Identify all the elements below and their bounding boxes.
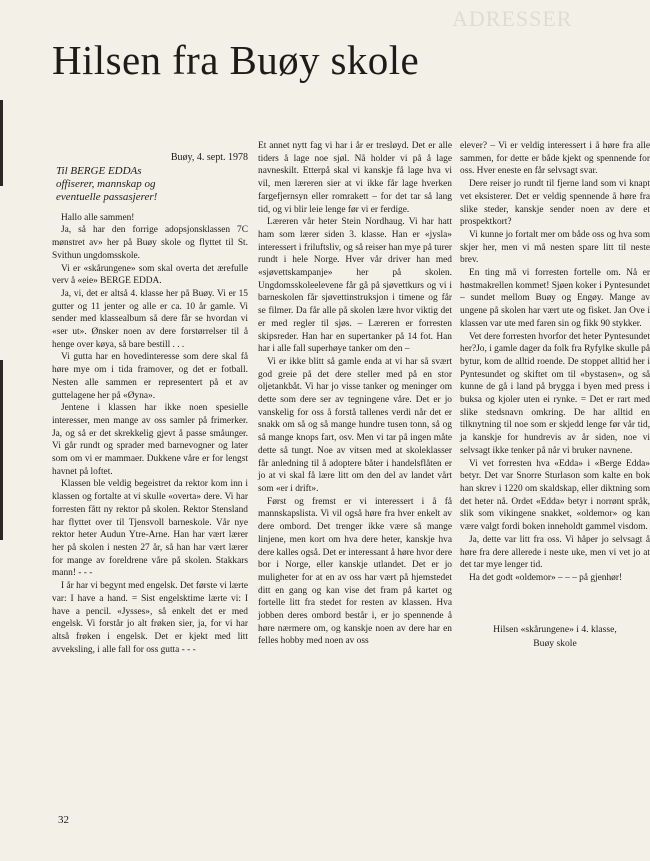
paragraph: I år har vi begynt med engelsk. Det første vi lærte var: I have a hand. = Sist engelsktime lærte vi: I have a pencil. «Jysses», så enkelt det er med engelsk. Vi forstår jo alt frøken sier, ja, for vi har altså frøken i engelsk. Det er kjekt med litt avveksling, i alle fall for oss gutta - - - bbox=[52, 581, 248, 655]
page-number: 32 bbox=[58, 814, 69, 826]
bleed-through-text: ADRESSER bbox=[452, 6, 573, 31]
signature bbox=[460, 623, 650, 651]
binding-edge-mark bbox=[0, 100, 3, 186]
paragraph: Læreren vår heter Stein Nordhaug. Vi har hatt ham som lærer siden 3. klasse. Han er «jysla» interessert i friluftsliv, og så reiser han mye på turer rundt i hele Norge. Hver vår driver han med «sjøvettskampanje» her på skolen. Ungdomsskoleelevene får gå på sjøvettkurs og vi i barneskolen får sjøvettinstruksjon i timene og får se filmer. Da får alle på skolen lære hvor viktig det er med regler til sjøs. – Læreren er forresten skipsreder. Han har en supertanker på 14 fot. Han har i alle fall superhøye tanker om den – bbox=[258, 217, 452, 355]
paragraph: Dere reiser jo rundt til fjerne land som vi knapt vet eksisterer. Det er veldig spennende å høre fra slike steder, kanskje sender noen av dere et prospektkort? bbox=[460, 179, 650, 228]
dedication bbox=[56, 165, 248, 204]
signature-line: Hilsen «skårungene» i 4. klasse, bbox=[493, 623, 617, 635]
paragraph: Klassen ble veldig begeistret da rektor kom inn i klassen og fortalte at vi skulle «overta» dere. Vi har forresten fått ny rektor på skolen. Rektor Stensland har flyttet over til Tjensvoll barneskole. Vår nye rektor heter Audun Ytre-Arne. Han har vært lærer her på skolen i nesten 27 år, så han har vært lærer for mange av foreldrene våre på skolen. Stakkars mann! - - - bbox=[52, 479, 248, 579]
dedication-line: offiserer, mannskap og bbox=[56, 177, 156, 190]
paragraph: Et annet nytt fag vi har i år er tresløyd. Det er alle tiders å lage noe sjøl. Nå holder vi på å lage navneskilt. Etterpå skal vi kanskje få lage hva vi vil, men læreren sier at vi ikke får lage hverken fargefjernsyn eller romrakett – for det tar så lang tid, og vi blir leie lenge før vi er ferdige. bbox=[258, 141, 452, 215]
paragraph: Vi er «skårungene» som skal overta det ærefulle verv å «eie» BERGE EDDA. bbox=[52, 263, 248, 287]
paragraph: Vi er ikke blitt så gamle enda at vi har så svært god greie på det dere steller med på en stor oljetankbåt. Vi har jo visse tanker og meninger om dette som dere ser av tegningene våre. Det er jo vanskelig for oss å forstå tallenes verdi når det er snakk om så og så mange hundre tusen tonn, så og så mange knops fart, osv. Men vi tar på ingen måte dette så tungt. Noe av vitsen med at skoleklasser får anledning til å adoptere båter i handelsflåten er jo at vi skal få lære litt om den del av landet vårt som «er i drift». bbox=[258, 356, 452, 494]
paragraph: Vi kunne jo fortalt mer om både oss og hva som skjer her, men vi må nesten spare litt til neste brev. bbox=[460, 229, 650, 266]
article-column-1 bbox=[52, 152, 248, 656]
binding-edge-mark bbox=[0, 360, 3, 540]
paragraph: En ting må vi forresten fortelle om. Nå er høstmakrellen kommet! Sjøen koker i Pyntesundet – sundet mellom Buøy og Engøy. Mange av ungene på skolen har vært ute og fisket. Jan Ove i klassen var ute med faren sin og fikk 90 stykker. bbox=[460, 268, 650, 329]
article-column-3 bbox=[460, 140, 650, 651]
paragraph: elever? – Vi er veldig interessert i å høre fra alle sammen, for dette er både kjekt og spennende for oss. Hver eneste en får selvsagt svar. bbox=[460, 141, 650, 177]
paragraph: Først og fremst er vi interessert i å få mannskapslista. Vi vil også høre fra hver enkelt av dere ombord. Det trenger ikke være så mange linjene, men kort om hva dere heter, kanskje hva dere kalles også. Det er interessant å høre hvor dere bor i Norge, eller kanskje utlandet. Det er jo muligheter for at en av oss har vært på hjemstedet ditt en gang og kan vise det fram på kartet og fortelle litt fra stedet for resten av klassen. Hva jobben deres ombord består i, er jo spennende å høre nærmere om, og kanskje noen av dere har en felles hobby med noen av oss bbox=[258, 496, 452, 647]
paragraph: Vet dere forresten hvorfor det heter Pyntesundet her?Jo, i gamle dager da folk fra Ryfylke skulle på bytur, kom de alltid roende. De stoppet alltid her i Pyntesundet og skiftet om til «bystasen», og så kunne de gå i land på brygga i byen med press i buksa og kjoler uten ei rynke. = Det er rart med slike stedsnavn omkring. De har alltid en tilknytning til noe som er skjedd lenge før vår tid, ja kanskje for hundrevis av år siden, noe vi selvsagt ikke tenker på når vi bruker navnene. bbox=[460, 331, 650, 456]
article-column-2 bbox=[258, 140, 452, 648]
paragraph: Vi vet forresten hva «Edda» i «Berge Edda» betyr. Det var Snorre Sturlason som kalte en bok han skrev i 1220 om skaldskap, eller diktning som det heter nå. Ordet «Edda» betyr i norrønt språk, slik som vikingene snakket, «oldemor» og kan være valgt fordi boken inneholdt gammel visdom. bbox=[460, 458, 650, 533]
article-title: Hilsen fra Buøy skole bbox=[52, 37, 420, 83]
dedication-line: eventuelle passasjerer! bbox=[56, 190, 158, 203]
paragraph: Ja, dette var litt fra oss. Vi håper jo selvsagt å høre fra dere allerede i neste uke, men vi vet jo at det tar mye lenger tid. bbox=[460, 534, 650, 571]
paragraph: Jentene i klassen har ikke noen spesielle interesser, men mange av oss samler på frimerker. Ja, og så er det skrekkelig gjevt å passe småunger. Vi går rundt og sprader med barnevogner og later som om vi er mammaer. Dukkene våre er for lengst havnet på loftet. bbox=[52, 403, 248, 477]
paragraph: Ja, vi, det er altså 4. klasse her på Buøy. Vi er 15 gutter og 11 jenter og alle er ca. 10 år gamle. Vi sender med klassealbum så dere får se hvordan vi «ser ut». Ønsker noen av dere forstørrelser til å henge over køya, så bare bestill . . . bbox=[52, 288, 248, 350]
signature-line: Buøy skole bbox=[533, 637, 577, 649]
paragraph: Ja, så har den forrige adopsjonsklassen 7C mønstret av» her på Buøy skole og flyttet til St. Svithun ungdomsskole. bbox=[52, 225, 248, 261]
article-date: Buøy, 4. sept. 1978 bbox=[170, 152, 248, 163]
paragraph: Vi gutta har en hovedinteresse som dere skal få høre mye om i tida framover, og det er fotball. Nesten alle sammen er representert på et av guttelagene her på «Øyna». bbox=[52, 352, 248, 401]
dedication-line: Til BERGE EDDAs bbox=[56, 164, 142, 177]
paragraph: Ha det godt «oldemor» – – – på gjenhør! bbox=[469, 572, 623, 583]
paragraph: Hallo alle sammen! bbox=[61, 212, 135, 223]
